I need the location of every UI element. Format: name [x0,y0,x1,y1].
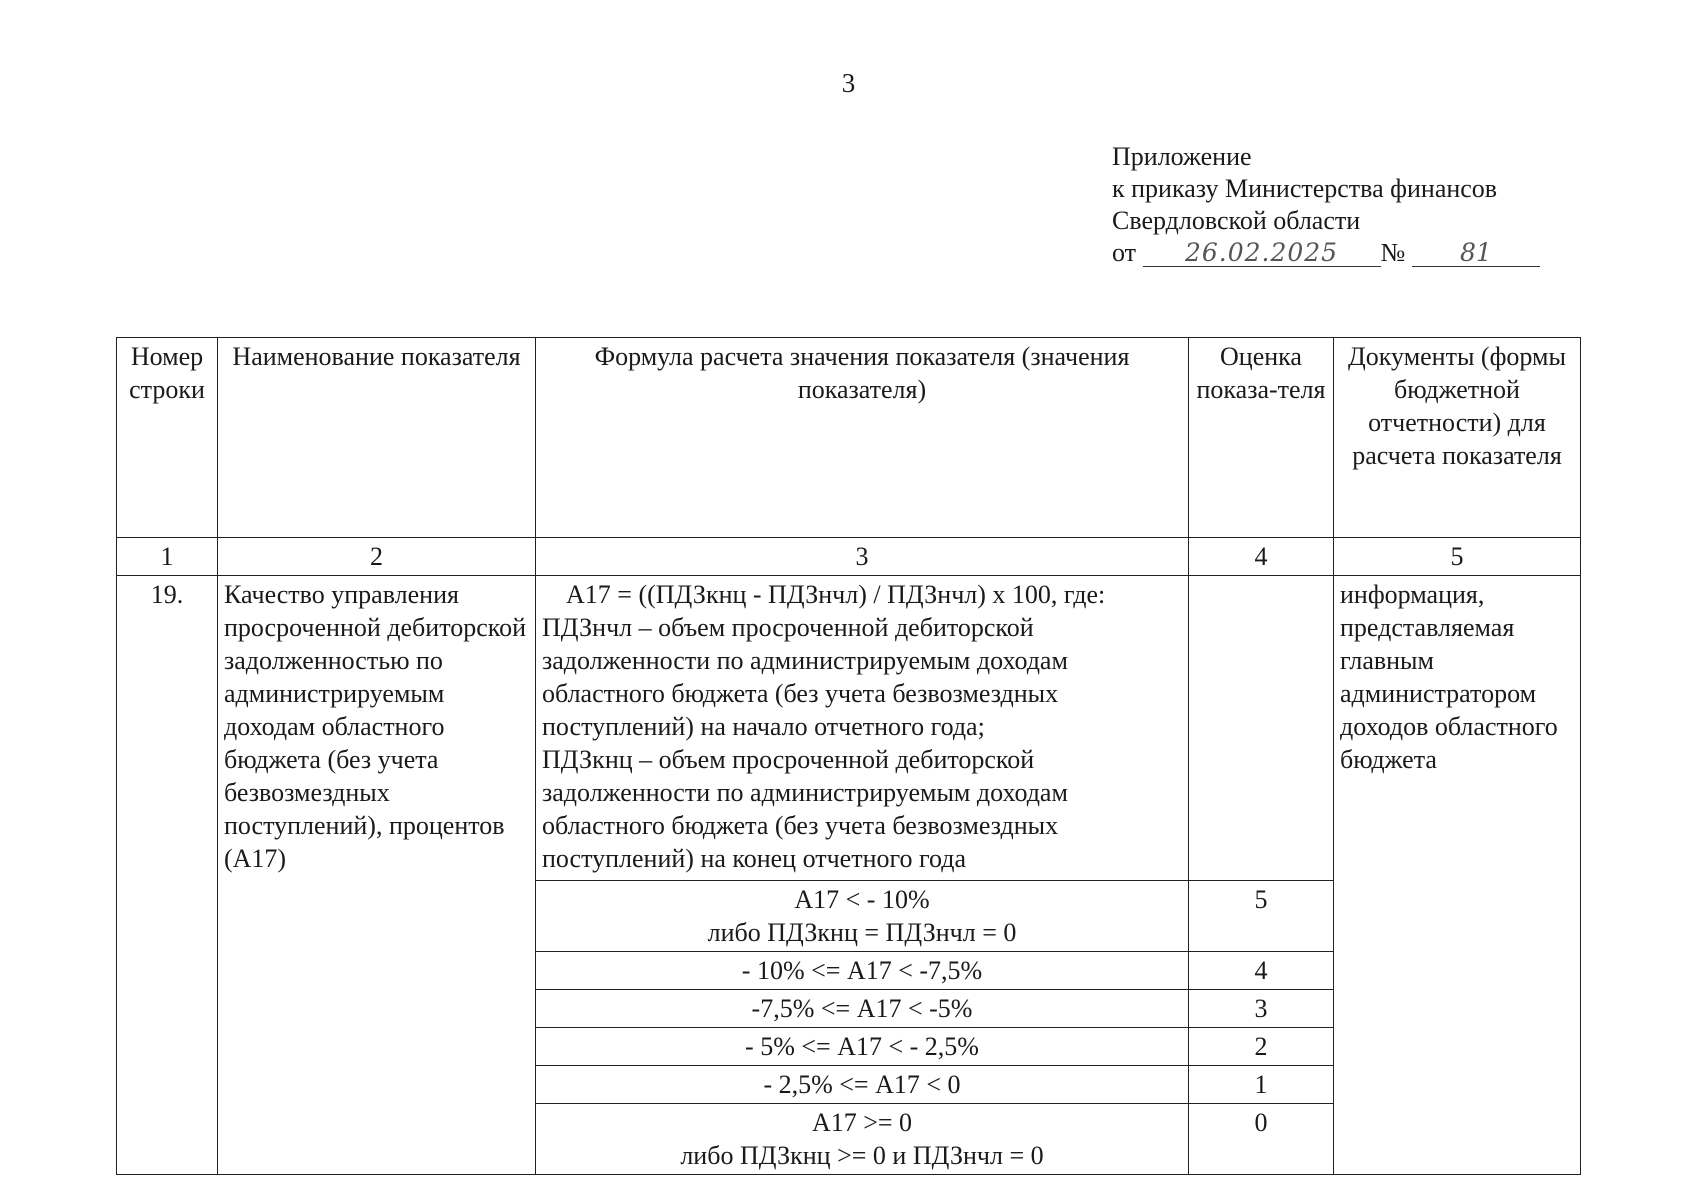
scoring-value: 3 [1189,990,1334,1028]
header-formula: Формула расчета значения показателя (значения показателя) [536,338,1189,538]
table-row [117,576,1581,881]
indicator-table [116,337,1581,1175]
appendix-date-line [1112,237,1562,269]
condition-line: А17 >= 0 [811,1108,913,1137]
scoring-condition: -7,5% <= А17 < -5% [536,990,1189,1028]
documents-cell: информация, представляемая главным администратором доходов областного бюджета [1334,576,1581,1175]
scoring-value: 5 [1189,881,1334,952]
condition-line: либо ПДЗкнц >= 0 и ПДЗнчл = 0 [680,1141,1044,1170]
row-number: 19. [117,576,218,1175]
indicator-name: Качество управления просроченной дебиторской задолженностью по администрируемым доходам областного бюджета (без учета безвозмездных поступлений), процентов (А17) [218,576,536,1175]
date-prefix: от [1112,238,1137,267]
scoring-value: 4 [1189,952,1334,990]
table-header-row [117,338,1581,538]
formula-definition-start: ПДЗнчл – объем просроченной дебиторской задолженности по администрируемым доходам областного бюджета (без учета безвозмездных поступлений) на начало отчетного года; [542,613,1068,741]
column-number: 5 [1334,538,1581,576]
scoring-value: 1 [1189,1066,1334,1104]
handwritten-date: 26.02.2025 [1143,240,1381,267]
appendix-title: Приложение [1112,142,1252,171]
formula-score-empty [1189,576,1334,881]
header-row-number: Номер строки [117,338,218,538]
column-number: 2 [218,538,536,576]
formula-main: А17 = ((ПДЗкнц - ПДЗнчл) / ПДЗнчл) х 100, где: [566,580,1106,609]
formula-cell [536,576,1189,881]
column-number-row [117,538,1581,576]
appendix-order-ref: к приказу Министерства финансов [1112,174,1498,203]
condition-line: А17 < - 10% [794,885,930,914]
scoring-condition [536,1104,1189,1175]
number-prefix: № [1380,238,1406,267]
formula-definition-end: ПДЗкнц – объем просроченной дебиторской задолженности по администрируемым доходам областного бюджета (без учета безвозмездных поступлений) на конец отчетного года [542,745,1068,873]
page-number: 3 [841,68,856,98]
appendix-region: Свердловской области [1112,206,1361,235]
column-number: 3 [536,538,1189,576]
header-documents: Документы (формы бюджетной отчетности) для расчета показателя [1334,338,1581,538]
header-score: Оценка показа-теля [1189,338,1334,538]
scoring-condition: - 2,5% <= А17 < 0 [536,1066,1189,1104]
scoring-condition [536,881,1189,952]
scoring-value: 0 [1189,1104,1334,1175]
column-number: 1 [117,538,218,576]
appendix-block [1112,141,1562,269]
header-indicator-name: Наименование показателя [218,338,536,538]
scoring-condition: - 5% <= А17 < - 2,5% [536,1028,1189,1066]
condition-line: либо ПДЗкнц = ПДЗнчл = 0 [707,918,1017,947]
scoring-value: 2 [1189,1028,1334,1066]
handwritten-number: 81 [1412,240,1540,267]
column-number: 4 [1189,538,1334,576]
scoring-condition: - 10% <= А17 < -7,5% [536,952,1189,990]
